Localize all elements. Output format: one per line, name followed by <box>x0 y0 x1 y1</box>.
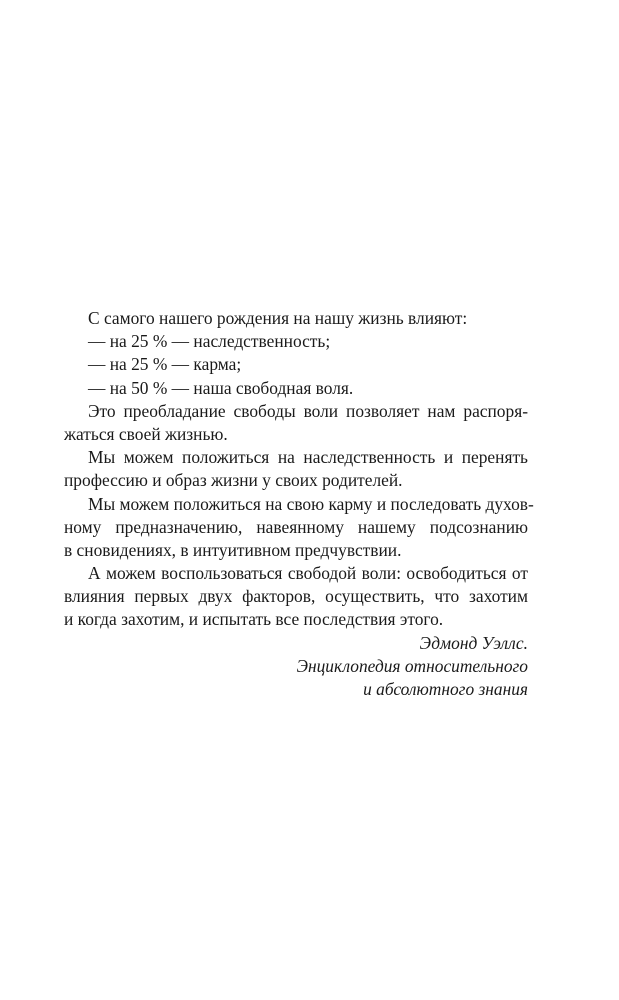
epigraph-line: Это преобладание свободы воли позволяет нам распоря- <box>88 400 528 421</box>
epigraph-line: в сновидениях, в интуитивном предчувствии. <box>64 539 402 560</box>
epigraph-block <box>64 307 534 701</box>
epigraph-line: Мы можем положиться на наследственность и перенять <box>88 447 528 468</box>
epigraph-line: А можем воспользоваться свободой воли: освободиться от <box>88 563 528 584</box>
attribution-book-title: Энциклопедия относительного <box>296 655 528 676</box>
attribution-book-title-cont: и абсолютного знания <box>363 679 528 699</box>
epigraph-line: ному предназначению, навеянному нашему подсознанию <box>64 516 528 537</box>
epigraph-line: влияния первых двух факторов, осуществить, что захотим <box>64 586 528 607</box>
attribution-author: Эдмонд Уэллс. <box>419 632 528 653</box>
epigraph-list-item: — на 25 % — карма; <box>88 354 242 375</box>
epigraph-line: Мы можем положиться на свою карму и последовать духов- <box>88 493 534 514</box>
epigraph-line: и когда захотим, и испытать все последствия этого. <box>64 609 444 630</box>
epigraph-line: жаться своей жизнью. <box>64 423 228 444</box>
epigraph-list-item: — на 25 % — наследственность; <box>88 331 331 352</box>
epigraph-list-item: — на 50 % — наша свободная воля. <box>88 377 354 398</box>
epigraph-line: профессию и образ жизни у своих родителей. <box>64 470 403 491</box>
epigraph-line: С самого нашего рождения на нашу жизнь влияют: <box>88 308 468 328</box>
